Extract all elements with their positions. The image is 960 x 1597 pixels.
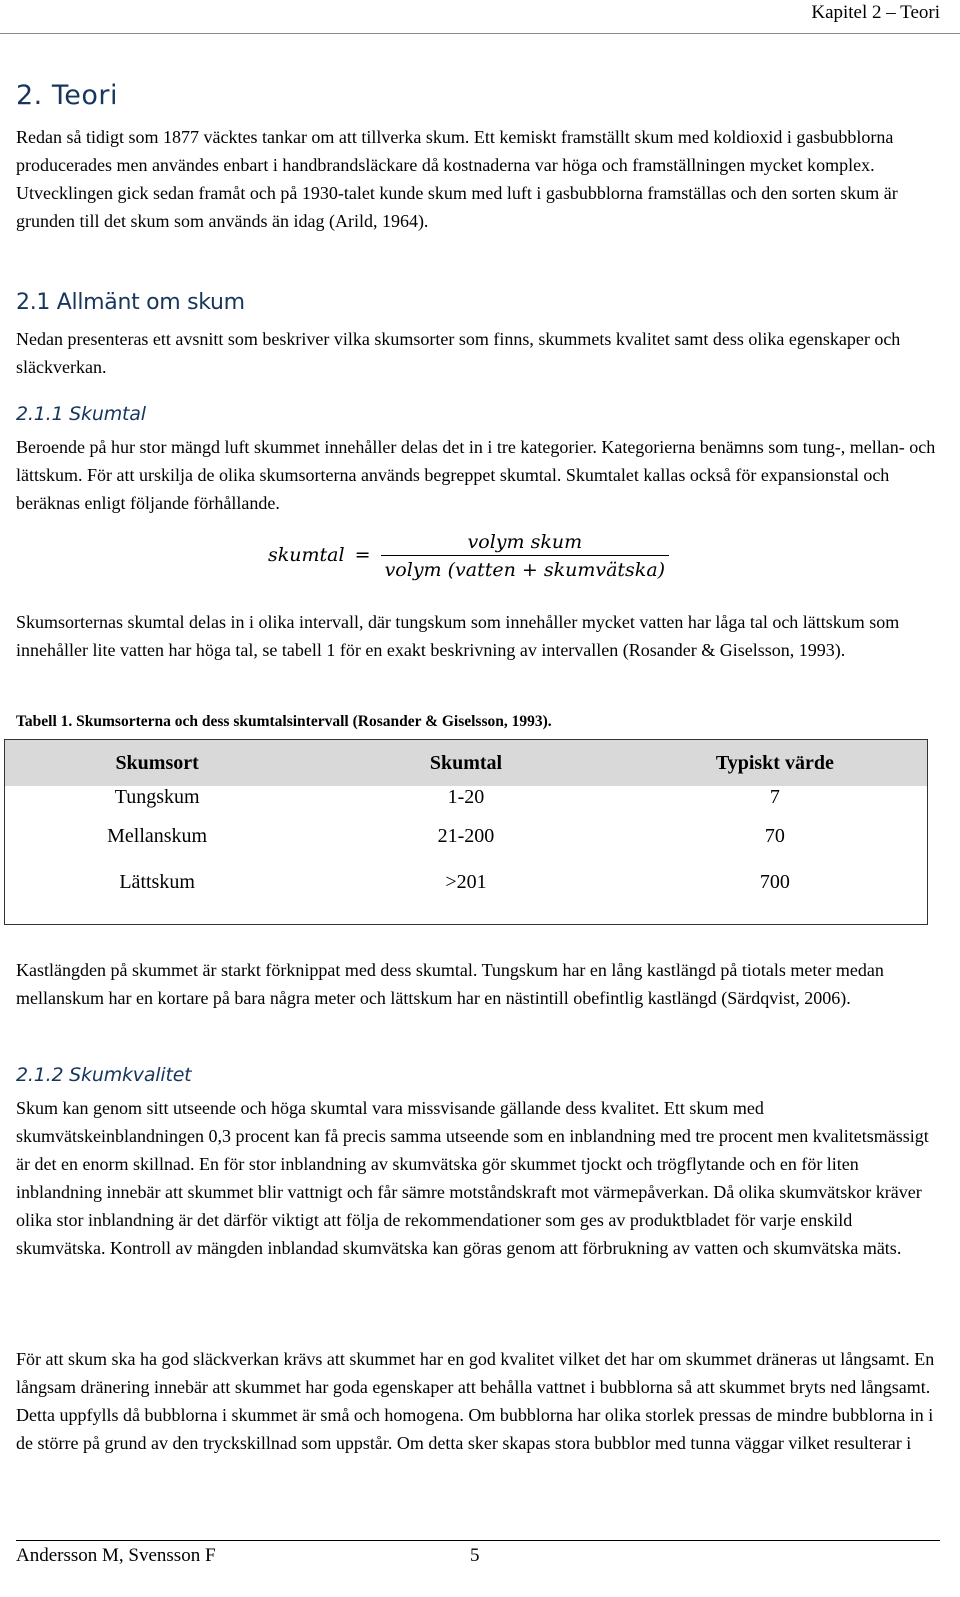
table-caption: Tabell 1. Skumsorterna och dess skumtalsintervall (Rosander & Giselsson, 1993). [16, 713, 552, 730]
page-number: 5 [470, 1545, 480, 1566]
formula-lhs: skumtal [268, 544, 345, 566]
formula-numerator: volym skum [381, 531, 669, 556]
table-cell: 21-200 [437, 824, 495, 847]
running-header: Kapitel 2 – Teori [811, 2, 940, 23]
skumkvalitet-heading: 2.1.2 Skumkvalitet [16, 1064, 192, 1086]
skumkvalitet-paragraph: Skum kan genom sitt utseende och höga skumtal vara missvisande gällande dess kvalitet. Ett skum med skumvätskeinblandningen 0,3 procent kan få precis samma utseende som en inblandning med tre procent men kvalitetsmässigt är det en enorm skillnad. En för stor inblandning av skumvätska gör skummet tjockt och trögflytande och en för liten inblandning innebär att skummet blir vattnigt och får sämre motståndskraft mot värmepåverkan. Då olika skumvätskor kräver olika stor inblandning är det därför viktigt att följa de rekommendationer som ges av produktbladet för varje enskild skumvätska. Kontroll av mängden inblandad skumvätska kan göras genom att förbrukning av vatten och skumvätska mäts. [16, 1098, 929, 1258]
subsection-title: 2.1 Allmänt om skum [16, 290, 245, 315]
table-row [5, 859, 927, 905]
skumtal-table [4, 739, 928, 925]
formula-denominator: volym (vatten + skumvätska) [384, 559, 666, 581]
footer-rule [16, 1540, 940, 1541]
slackverkan-paragraph: För att skum ska ha god släckverkan krävs att skummet har en god kvalitet vilket det har om skummet dräneras ut långsamt. En långsam dränering innebär att skummet har goda egenskaper att behålla vattnet i bubblorna så att skummet bryts ned långsamt. Detta uppfylls då bubblorna i skummet är små och homogena. Om bubblorna har olika storlek pressas de mindre bubblorna in i de större på grund av den tryckskillnad som uppstår. Om detta sker skapas stora bubblor med tunna väggar vilket resulterar i [16, 1349, 935, 1453]
table-row [5, 813, 927, 859]
formula-fraction [381, 531, 669, 581]
table-cell: 700 [759, 870, 790, 893]
skumtal-heading: 2.1.1 Skumtal [16, 403, 146, 425]
table-header-cell: Skumtal [309, 740, 622, 786]
table-row [5, 786, 927, 813]
section-title: 2. Teori [16, 80, 118, 111]
subsection-intro: Nedan presenteras ett avsnitt som beskriver vilka skumsorter som finns, skummets kvalitet samt dess olika egenskaper och släckverkan. [16, 329, 901, 377]
table-header-cell: Skumsort [5, 740, 309, 786]
skumtal-formula [268, 531, 669, 581]
table-cell: 7 [769, 786, 780, 808]
skumtal-paragraph: Beroende på hur stor mängd luft skummet innehåller delas det in i tre kategorier. Kategorierna benämns som tung-, mellan- och lättskum. För att urskilja de olika skumsorterna används begreppet skumtal. Skumtalet kallas också för expansionstal och beräknas enligt följande förhållande. [16, 437, 936, 513]
table-cell: 70 [764, 824, 785, 847]
table-cell: 1-20 [447, 786, 485, 808]
kastlangd-paragraph: Kastlängden på skummet är starkt förknippat med dess skumtal. Tungskum har en lång kastlängd på tiotals meter medan mellanskum har en kortare på bara några meter och lättskum har en nästintill obefintlig kastlängd (Särdqvist, 2006). [16, 960, 884, 1008]
table-cell: Lättskum [119, 870, 195, 893]
section-intro: Redan så tidigt som 1877 väcktes tankar om att tillverka skum. Ett kemiskt framställt skum med koldioxid i gasbubblorna producerades men användes enbart i handbrandsläckare då kostnaderna var höga och framställningen mycket komplex. Utvecklingen gick sedan framåt och på 1930-talet kunde skum med luft i gasbubblorna framställas och den sorten skum är grunden till det skum som används än idag (Arild, 1964). [16, 127, 898, 231]
table-header-row [5, 740, 927, 786]
table-cell: >201 [445, 870, 487, 893]
formula-equals: = [354, 544, 371, 566]
skumtal-interval-paragraph: Skumsorternas skumtal delas in i olika intervall, där tungskum som innehåller mycket vatten har låga tal och lättskum som innehåller lite vatten har höga tal, se tabell 1 för en exakt beskrivning av intervallen (Rosander & Giselsson, 1993). [16, 612, 900, 660]
table-cell: Mellanskum [107, 824, 208, 847]
table-cell: Tungskum [114, 786, 200, 808]
footer-authors: Andersson M, Svensson F [16, 1545, 216, 1566]
table-header-cell: Typiskt värde [623, 740, 927, 786]
header-rule [0, 33, 960, 34]
